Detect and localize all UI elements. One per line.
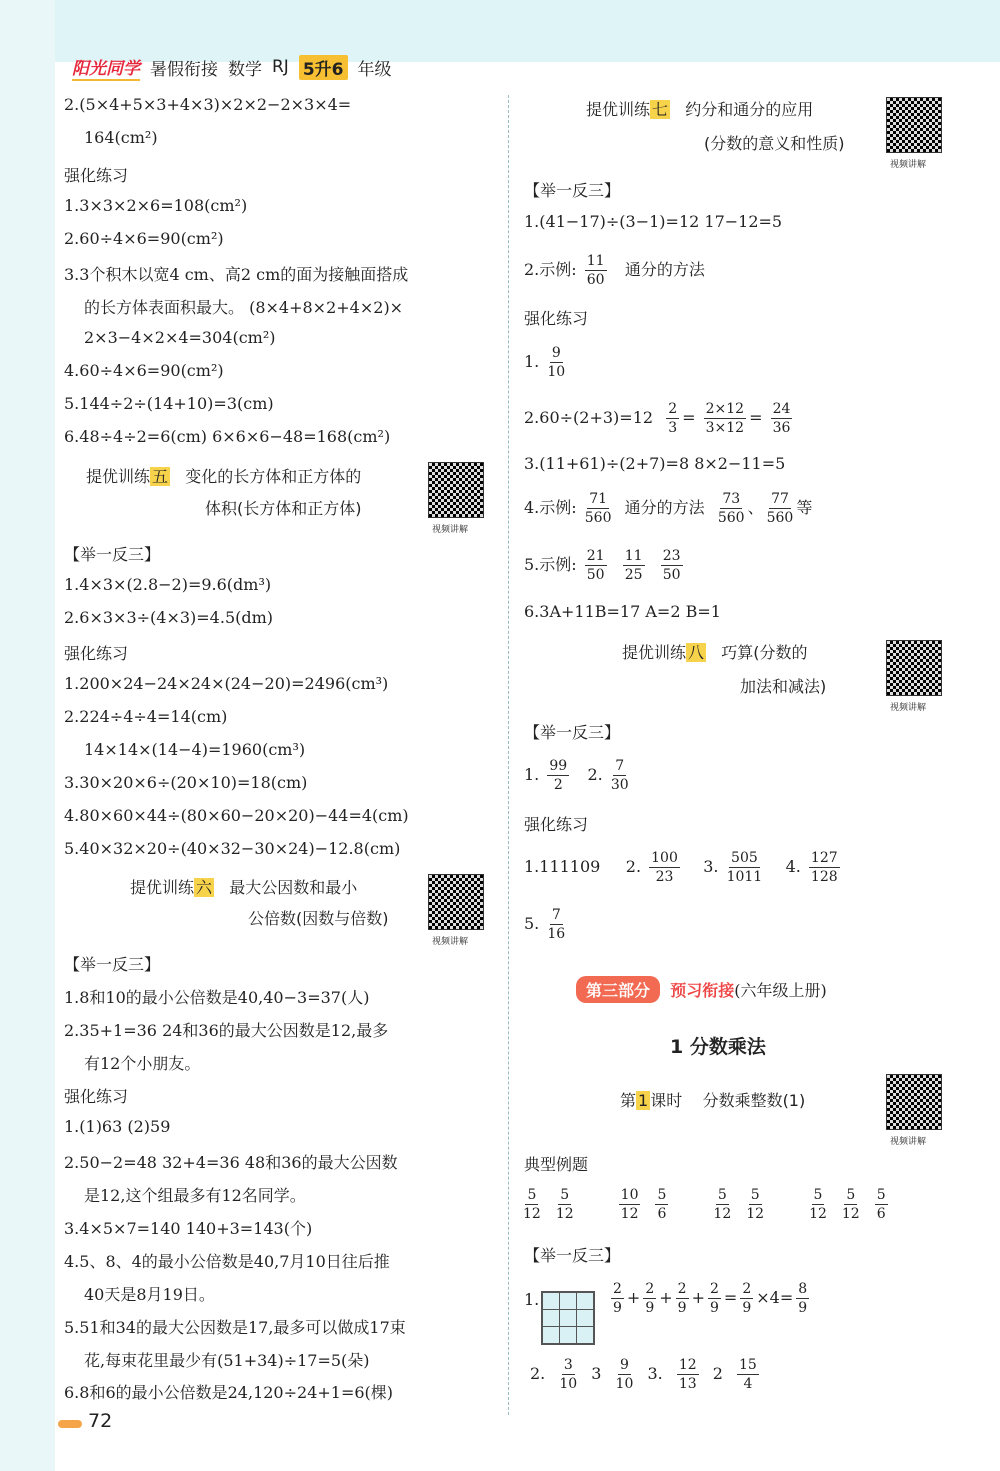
- section-7-subtitle: (分数的意义和性质): [704, 134, 845, 153]
- answer-line: 6.8和6的最小公倍数是24,120÷24+1=6(棵): [64, 1383, 394, 1402]
- lesson-title: 第 1 课时 分数乘整数(1): [620, 1091, 806, 1110]
- section-8-title: 提优训练 八 巧算(分数的: [622, 643, 808, 662]
- answer-line: 6.3A+11B=17 A=2 B=1: [524, 602, 721, 621]
- chapter-title: 1 分数乘法: [670, 1036, 766, 1058]
- answer-line: 1. $\frac{9}{10}$: [524, 345, 566, 380]
- answer-line: 1.(41−17)÷(3−1)=12 17−12=5: [524, 212, 783, 231]
- fraction: $\frac{2}{9}$: [645, 1281, 655, 1316]
- heading-jyfs: 【举一反三】: [524, 181, 621, 200]
- answer-line: 4.80×60×44÷(80×60−20×20)−44=4(cm): [64, 806, 409, 825]
- answer-line: 5.示例: $\frac{21}{50}$ $\frac{11}{25}$ $\frac{23}{50}$: [524, 548, 681, 583]
- answer-line: 1.200×24−24×24×(24−20)=2496(cm³): [64, 674, 389, 693]
- answer-line: 5.40×32×20÷(40×32−30×24)−12.8(cm): [64, 839, 401, 858]
- answer-line: 5.144÷2÷(14+10)=3(cm): [64, 394, 274, 413]
- answer-line: 6.48÷4÷2=6(cm) 6×6×6−48=168(cm²): [64, 427, 391, 446]
- part-badge: 第三部分: [576, 976, 660, 1003]
- answer-line: 1. $\frac{99}{2}$ 2. $\frac{7}{30}$: [524, 758, 629, 793]
- answer-line: 2.50−2=48 32+4=36 48和36的最大公因数: [64, 1153, 398, 1172]
- answer-line: 1.3×3×2×6=108(cm²): [64, 196, 248, 215]
- answer-line: 3.4×5×7=140 140+3=143(个): [64, 1219, 313, 1238]
- heading-jyfs: 【举一反三】: [524, 1246, 621, 1265]
- qr-code-icon[interactable]: [428, 462, 484, 518]
- section-6-subtitle: 公倍数(因数与倍数): [248, 909, 389, 928]
- answer-line: 1.(1)63 (2)59: [64, 1117, 171, 1136]
- answer-line: 1.8和10的最小公倍数是40,40−3=37(人): [64, 988, 370, 1007]
- answer-line: 1.4×3×(2.8−2)=9.6(dm³): [64, 575, 272, 594]
- fraction: $\frac{5}{12}$: [713, 1187, 732, 1222]
- subject: 数学: [228, 59, 262, 80]
- page-header: [72, 52, 392, 82]
- answer-line: 2×3−4×2×4=304(cm²): [84, 328, 276, 347]
- answer-line: 164(cm²): [84, 128, 158, 147]
- fraction: $\frac{5}{12}$: [746, 1187, 765, 1222]
- fraction: $\frac{3}{10}$: [559, 1357, 578, 1392]
- answer-line: 4.60÷4×6=90(cm²): [64, 361, 224, 380]
- grade-suffix: 年级: [357, 59, 392, 80]
- section-8-subtitle: 加法和减法): [740, 677, 827, 696]
- fraction: $\frac{5}{6}$: [657, 1187, 667, 1222]
- answer-line: 2.224÷4÷4=14(cm): [64, 707, 228, 726]
- fraction: $\frac{8}{9}$: [798, 1281, 808, 1316]
- fraction: $\frac{5}{12}$: [841, 1187, 860, 1222]
- section-heading: 强化练习: [64, 1087, 129, 1106]
- qr-caption: 视频讲解: [890, 703, 927, 713]
- qr-caption: 视频讲解: [890, 160, 927, 170]
- answer-line: 1.: [524, 1290, 540, 1309]
- grid-figure: [541, 1291, 595, 1345]
- fraction: $\frac{12}{13}$: [678, 1357, 697, 1392]
- fraction: $\frac{5}{12}$: [555, 1187, 574, 1222]
- fraction-equation: $\frac{2}{9}$ + $\frac{2}{9}$ + $\frac{2}{9}$ + $\frac{2}{9}$ = $\frac{2}{9}$ ×4= $\frac{8}{9}$: [613, 1281, 808, 1316]
- fraction: $\frac{2}{9}$: [742, 1281, 752, 1316]
- answer-line: 1.111109 2. $\frac{100}{23}$ 3. $\frac{505}{1011}$ 4. $\frac{127}{128}$: [524, 850, 838, 885]
- answer-line: 3.30×20×6÷(20×10)=18(cm): [64, 773, 308, 792]
- column-divider: [508, 95, 509, 1415]
- qr-code-icon[interactable]: [886, 640, 942, 696]
- answer-line: 3.3个积木以宽4 cm、高2 cm的面为接触面搭成: [64, 265, 409, 284]
- qr-caption: 视频讲解: [432, 937, 469, 947]
- answer-line: 2.60÷(2+3)=12 $\frac{2}{3}$ = $\frac{2\times 12}{3\times 12}$ = $\frac{24}{36}$: [524, 401, 791, 436]
- fraction: $\frac{15}{4}$: [739, 1357, 757, 1392]
- answer-line: 的长方体表面积最大。 (8×4+8×2+4×2)×: [84, 298, 404, 317]
- answer-line: 有12个小朋友。: [84, 1054, 201, 1073]
- fraction: $\frac{2}{9}$: [709, 1281, 719, 1316]
- fraction: $\frac{5}{6}$: [876, 1187, 886, 1222]
- fraction: $\frac{2}{9}$: [613, 1281, 622, 1316]
- answer-line: 40天是8月19日。: [84, 1285, 215, 1304]
- fraction: $\frac{10}{12}$: [620, 1187, 639, 1222]
- heading-qhlx: 强化练习: [524, 309, 589, 328]
- qr-code-icon[interactable]: [886, 1074, 942, 1130]
- answer-line: 2.(5×4+5×3+4×3)×2×2−2×3×4=: [64, 95, 352, 114]
- series-title: 暑假衔接: [150, 59, 218, 80]
- heading-jyfs: 【举一反三】: [524, 723, 621, 742]
- section-5-subtitle: 体积(长方体和正方体): [205, 499, 362, 518]
- answer-line: 4.5、8、4的最小公倍数是40,7月10日往后推: [64, 1252, 390, 1271]
- heading-qhlx: 强化练习: [524, 815, 589, 834]
- fraction: $\frac{5}{12}$: [523, 1187, 541, 1222]
- answer-line: 4.示例: $\frac{71}{560}$ 通分的方法 $\frac{73}{560}$ 、 $\frac{77}{560}$ 等: [524, 491, 813, 526]
- section-heading: 【举一反三】: [64, 545, 161, 564]
- typical-fractions: [520, 1186, 900, 1223]
- edition: RJ: [272, 57, 289, 77]
- heading-typical: 典型例题: [524, 1155, 589, 1174]
- qr-caption: 视频讲解: [890, 1137, 927, 1147]
- left-band: [0, 0, 55, 1471]
- answer-line: 花,每束花里最少有(51+34)÷17=5(朵): [84, 1351, 370, 1370]
- answer-line: 14×14×(14−4)=1960(cm³): [84, 740, 306, 759]
- grade-badge: 5升6: [299, 55, 348, 80]
- section-heading: 强化练习: [64, 166, 129, 185]
- answer-line: 5.51和34的最大公因数是17,最多可以做成17束: [64, 1318, 406, 1337]
- answer-line: 3.(11+61)÷(2+7)=8 8×2−11=5: [524, 454, 786, 473]
- section-heading: 强化练习: [64, 644, 129, 663]
- fraction: $\frac{9}{10}$: [615, 1357, 634, 1392]
- answer-line: 2.示例: $\frac{11}{60}$ 通分的方法: [524, 253, 705, 288]
- qr-code-icon[interactable]: [886, 97, 942, 153]
- fraction: $\frac{5}{12}$: [809, 1187, 827, 1222]
- answer-line: 5. $\frac{7}{16}$: [524, 907, 566, 942]
- qr-code-icon[interactable]: [428, 874, 484, 930]
- page-number: 72: [88, 1410, 113, 1432]
- section-5-title: 提优训练 五 变化的长方体和正方体的: [86, 467, 362, 486]
- qr-caption: 视频讲解: [432, 525, 469, 535]
- answer-line: 2. $\frac{3}{10}$ 3 $\frac{9}{10}$ 3. $\frac{12}{13}$ 2 $\frac{15}{4}$: [530, 1357, 757, 1392]
- section-heading: 【举一反三】: [64, 955, 161, 974]
- section-6-title: 提优训练 六 最大公因数和最小: [130, 878, 358, 897]
- part-heading: 第三部分 预习衔接(六年级上册): [576, 976, 827, 1003]
- fraction: $\frac{2}{9}$: [677, 1281, 687, 1316]
- section-7-title: 提优训练 七 约分和通分的应用: [586, 100, 814, 119]
- answer-line: 2.35+1=36 24和36的最大公因数是12,最多: [64, 1021, 389, 1040]
- brand-logo: 阳光同学: [72, 54, 140, 81]
- answer-line: 2.60÷4×6=90(cm²): [64, 229, 224, 248]
- answer-line: 是12,这个组最多有12名同学。: [84, 1186, 306, 1205]
- page-number-bar: [58, 1420, 82, 1428]
- answer-line: 2.6×3×3÷(4×3)=4.5(dm): [64, 608, 274, 627]
